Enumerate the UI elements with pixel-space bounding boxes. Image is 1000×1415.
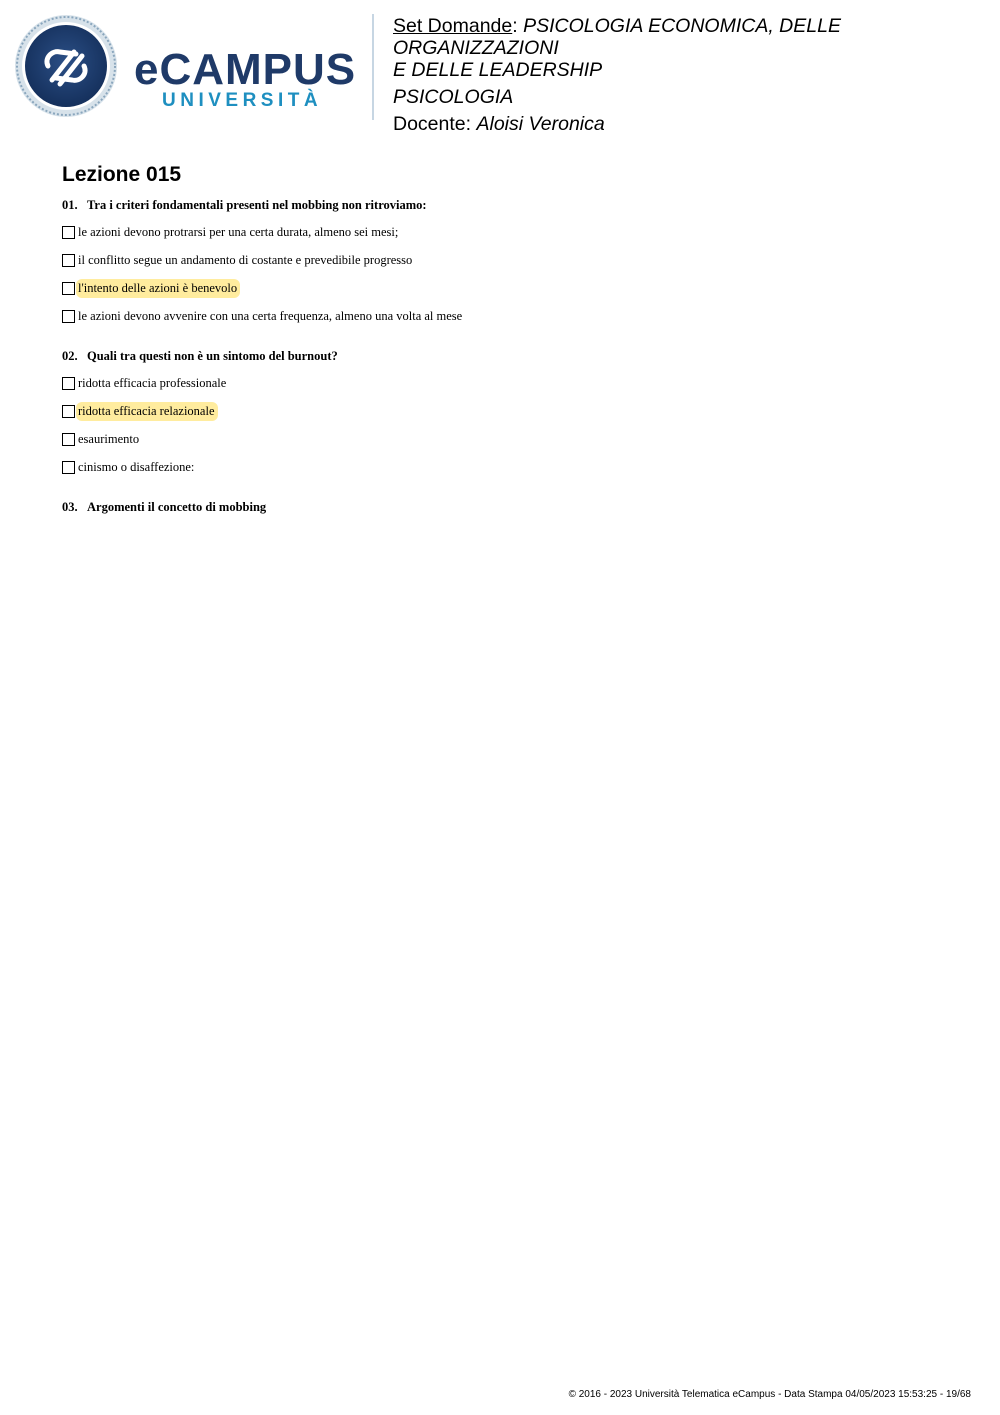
docente-line: [393, 113, 993, 135]
university-seal-icon: [14, 14, 118, 118]
course-title-line: Set Domande: PSICOLOGIA ECONOMICA, DELLE ORGANIZZAZIONI: [393, 15, 841, 59]
brand-subtitle: UNIVERSITÀ: [162, 90, 323, 111]
ecampus-logo: [14, 14, 359, 118]
question-label: Quali tra questi non è un sintomo del burnout?: [87, 349, 338, 363]
answer-checkbox[interactable]: [62, 254, 75, 267]
answer-label: ridotta efficacia professionale: [78, 375, 227, 390]
answer-checkbox[interactable]: [62, 461, 75, 474]
question-number: 02.: [62, 349, 78, 363]
question-03: [62, 497, 962, 517]
answer-option[interactable]: [62, 425, 962, 453]
answer-checkbox[interactable]: [62, 310, 75, 323]
answer-label: cinismo o disaffezione:: [78, 459, 195, 474]
course-title: PSICOLOGIA ECONOMICA, DELLE ORGANIZZAZIONI: [393, 15, 841, 59]
page-footer: © 2016 - 2023 Università Telematica eCampus - Data Stampa 04/05/2023 15:53:25 - 19/68: [568, 1389, 971, 1400]
question-label: Argomenti il concetto di mobbing: [87, 500, 267, 514]
answer-checkbox[interactable]: [62, 377, 75, 390]
answer-checkbox[interactable]: [62, 405, 75, 418]
question-text: [62, 346, 962, 366]
answer-label-highlighted: l'intento delle azioni è benevolo: [76, 279, 240, 298]
question-text: [62, 497, 962, 517]
question-text: [62, 195, 962, 215]
answer-option[interactable]: [62, 369, 962, 397]
question-number: 03.: [62, 500, 78, 514]
docente-name: Aloisi Veronica: [476, 113, 605, 135]
answer-option-highlighted[interactable]: [62, 274, 962, 302]
answer-checkbox[interactable]: [62, 282, 75, 295]
question-label: Tra i criteri fondamentali presenti nel mobbing non ritroviamo:: [87, 198, 427, 212]
answer-label: le azioni devono protrarsi per una certa durata, almeno sei mesi;: [78, 224, 399, 239]
answer-option[interactable]: [62, 453, 962, 481]
answer-label-highlighted: ridotta efficacia relazionale: [76, 402, 218, 421]
answer-label: esaurimento: [78, 431, 140, 446]
docente-label: Docente:: [393, 113, 472, 135]
lesson-title: Lezione 015: [62, 163, 182, 186]
set-domande-label: Set Domande: [393, 15, 513, 37]
answer-label: il conflitto segue un andamento di costante e prevedibile progresso: [78, 252, 413, 267]
header-divider: [372, 14, 374, 120]
brand-name: eCAMPUS: [134, 45, 357, 94]
answer-option[interactable]: [62, 218, 962, 246]
answer-option-highlighted[interactable]: [62, 397, 962, 425]
answer-label: le azioni devono avvenire con una certa frequenza, almeno una volta al mese: [78, 308, 463, 323]
course-header: [393, 15, 993, 135]
answer-option[interactable]: [62, 302, 962, 330]
answer-option[interactable]: [62, 246, 962, 274]
question-02: [62, 346, 962, 481]
course-title-continued: E DELLE LEADERSHIP: [393, 59, 603, 81]
answer-checkbox[interactable]: [62, 433, 75, 446]
question-number: 01.: [62, 198, 78, 212]
question-01: [62, 195, 962, 330]
answer-checkbox[interactable]: [62, 226, 75, 239]
department: PSICOLOGIA: [393, 86, 514, 108]
